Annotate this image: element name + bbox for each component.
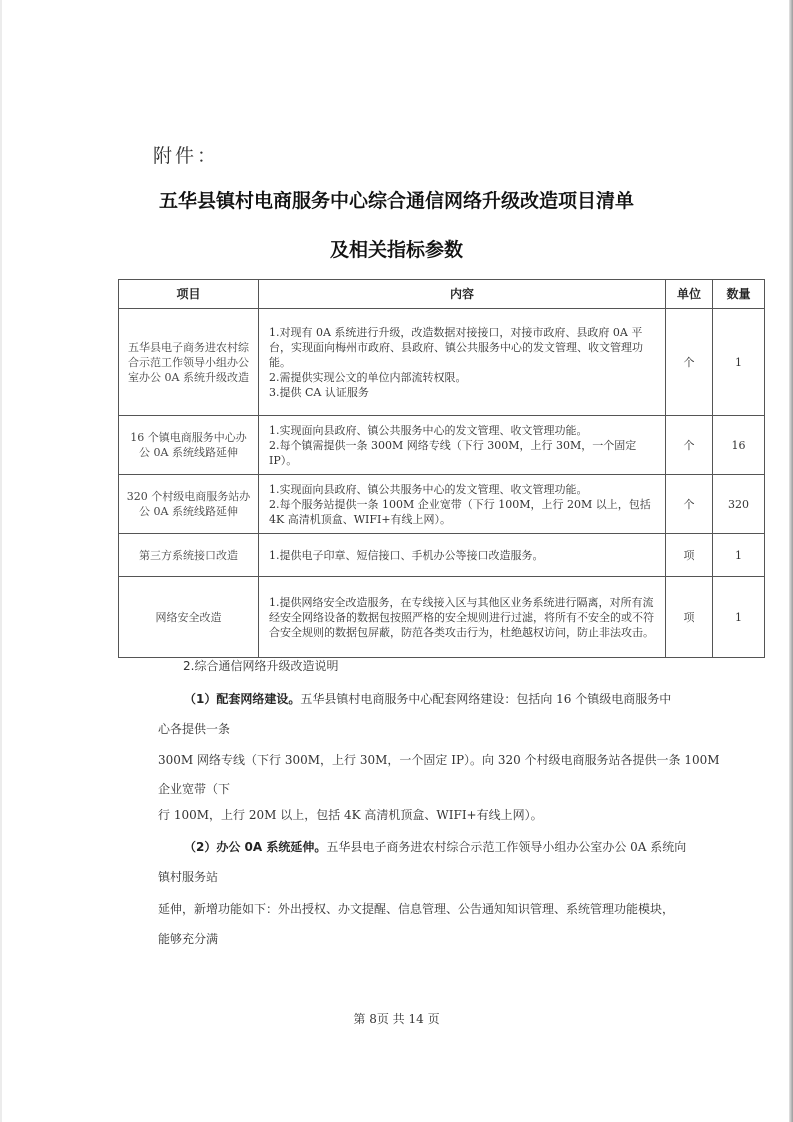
project-items-table	[118, 279, 765, 658]
table-row	[119, 475, 765, 534]
scan-edge-right	[789, 0, 793, 1122]
page-number-footer: 第 8页 共 14 页	[353, 1012, 440, 1026]
row-unit: 项	[666, 534, 713, 577]
paragraph-line: 能够充分满	[158, 932, 219, 946]
paragraph-line: 延伸，新增功能如下：外出授权、办文提醒、信息管理、公告通知知识管理、系统管理功能模块，	[158, 902, 675, 916]
content-line: 1.实现面向县政府、镇公共服务中心的发文管理、收文管理功能。	[269, 482, 588, 496]
content-line: 1.提供电子印章、短信接口、手机办公等接口改造服务。	[269, 548, 544, 562]
document-title-line2: 及相关指标参数	[329, 239, 463, 261]
header-content: 内容	[259, 280, 666, 309]
row-quantity: 1	[713, 534, 765, 577]
row-project-name: 16 个镇电商服务中心办公 0A 系统线路延伸	[119, 416, 259, 475]
row-quantity: 1	[713, 309, 765, 416]
table-header-row	[119, 280, 765, 309]
row-unit: 个	[666, 309, 713, 416]
row-quantity: 320	[713, 475, 765, 534]
header-project: 项目	[119, 280, 259, 309]
header-quantity: 数量	[713, 280, 765, 309]
table-row	[119, 534, 765, 577]
row-content	[259, 475, 666, 534]
row-project-name: 五华县电子商务进农村综合示范工作领导小组办公室办公 0A 系统升级改造	[119, 309, 259, 416]
row-unit: 个	[666, 475, 713, 534]
paragraph-line: 企业宽带（下	[158, 782, 231, 796]
paragraph-line	[184, 690, 671, 707]
content-line: 1.提供网络安全改造服务，在专线接入区与其他区业务系统进行隔离，对所有流经安全网络设备的数据包按照严格的安全规则进行过滤，将所有不安全的或不符合安全规则的数据包屏蔽，防范各类攻击行为，杜绝越权访问，防止非法攻击。	[269, 595, 654, 639]
paragraph-text: 五华县电子商务进农村综合示范工作领导小组办公室办公 0A 系统向	[326, 840, 687, 854]
header-unit: 单位	[666, 280, 713, 309]
content-line: 2.每个镇需提供一条 300M 网络专线（下行 300M，上行 30M，一个固定 IP）。	[269, 438, 637, 467]
attachment-label: 附件：	[153, 145, 220, 167]
content-line: 2.需提供实现公文的单位内部流转权限。	[269, 370, 467, 384]
content-line: 3.提供 CA 认证服务	[269, 385, 369, 399]
scan-edge-left	[0, 0, 2, 1122]
table-row	[119, 309, 765, 416]
row-quantity: 1	[713, 577, 765, 658]
paragraph-line	[184, 838, 686, 855]
document-title-line1: 五华县镇村电商服务中心综合通信网络升级改造项目清单	[158, 190, 634, 212]
row-content	[259, 309, 666, 416]
row-quantity: 16	[713, 416, 765, 475]
paragraph-line: 行 100M，上行 20M 以上，包括 4K 高清机顶盒、WIFI+有线上网）。	[158, 808, 543, 822]
section-heading: 2.综合通信网络升级改造说明	[183, 659, 339, 673]
paragraph-label: （1）配套网络建设。	[184, 692, 301, 706]
row-content	[259, 416, 666, 475]
row-content	[259, 577, 666, 658]
paragraph-line: 300M 网络专线（下行 300M，上行 30M，一个固定 IP）。向 320 个村级电商服务站各提供一条 100M	[158, 753, 720, 767]
paragraph-line: 镇村服务站	[158, 870, 219, 884]
row-project-name: 320 个村级电商服务站办公 0A 系统线路延伸	[119, 475, 259, 534]
content-line: 1.对现有 0A 系统进行升级，改造数据对接接口，对接市政府、县政府 0A 平台，实现面向梅州市政府、县政府、镇公共服务中心的发文管理、收文管理功能。	[269, 325, 643, 369]
paragraph-text: 五华县镇村电商服务中心配套网络建设：包括向 16 个镇级电商服务中	[300, 692, 672, 706]
row-project-name: 网络安全改造	[119, 577, 259, 658]
table-row	[119, 416, 765, 475]
paragraph-label: （2）办公 0A 系统延伸。	[184, 840, 327, 854]
content-line: 2.每个服务站提供一条 100M 企业宽带（下行 100M，上行 20M 以上，包括 4K 高清机顶盒、WIFI+有线上网）。	[269, 497, 651, 526]
row-unit: 个	[666, 416, 713, 475]
content-line: 1.实现面向县政府、镇公共服务中心的发文管理、收文管理功能。	[269, 423, 588, 437]
row-content	[259, 534, 666, 577]
row-project-name: 第三方系统接口改造	[119, 534, 259, 577]
row-unit: 项	[666, 577, 713, 658]
paragraph-line: 心各提供一条	[158, 722, 231, 736]
table-row	[119, 577, 765, 658]
